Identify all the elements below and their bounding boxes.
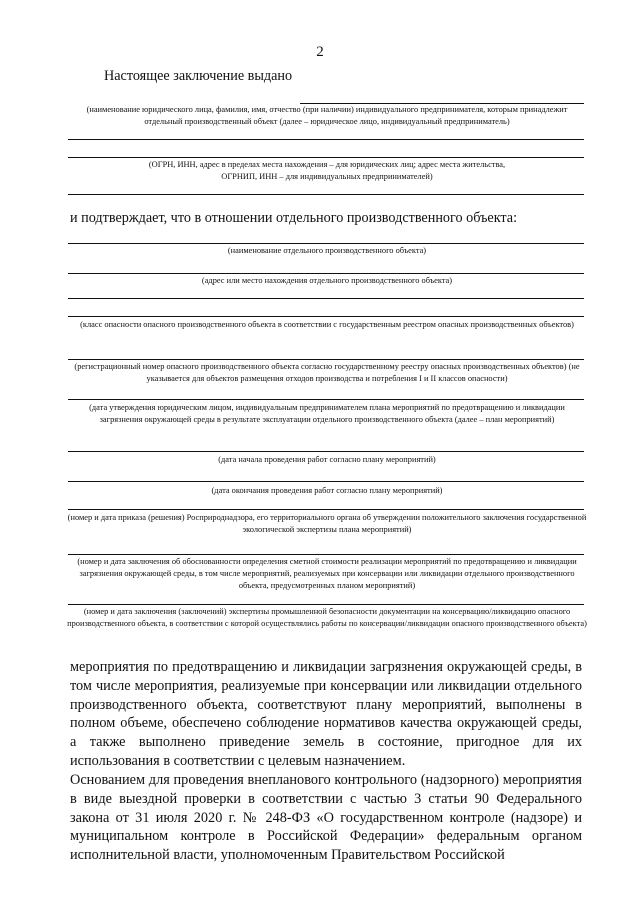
caption-safety-expertise: (номер и дата заключения (заключений) экспертизы промышленной безопасности документации на консервацию/ликвидацию опасного производственного объекта, в соответствии с которой осуществлялись работы по консервации/ликвидации опасного производственного объекта): [67, 607, 587, 628]
caption-work-start-date: (дата начала проведения работ согласно плану мероприятий): [218, 455, 436, 464]
caption-object-address: (адрес или место нахождения отдельного производственного объекта): [201, 276, 453, 285]
fill-line: [68, 554, 584, 555]
fill-line: [68, 359, 584, 360]
fill-line: [68, 399, 584, 400]
fill-line: [68, 509, 584, 510]
fill-line: [68, 139, 584, 140]
header-text: Настоящее заключение выдано: [104, 68, 293, 84]
caption-hazard-class: (класс опасности опасного производственного объекта в соответствии с государственным реестром опасных производственных объектов): [80, 320, 574, 329]
page-number: 2: [316, 44, 324, 60]
paragraph-basis: Основанием для проведения внепланового контрольного (надзорного) мероприятия в виде выездной проверки в соответствии с частью 3 статьи 90 Федерального закона от 31 июля 2020 г. № 248-ФЗ «О государственном контроле (надзоре) и муниципальном контроле в Российской Федерации» федеральным органом исполнительной власти, уполномоченным Правительством Российской: [70, 772, 582, 864]
caption-order-number: (номер и дата приказа (решения) Росприроднадзора, его территориального органа об утверждении положительного заключения государственной экологической экспертизы плана мероприятий): [67, 513, 587, 534]
fill-line: [68, 604, 584, 605]
fill-line: [68, 298, 584, 299]
fill-line: [68, 316, 584, 317]
fill-line: [68, 481, 584, 482]
caption-registration-number: (регистрационный номер опасного производственного объекта согласно государственному реестру опасных производственных объектов) (не указывается для объектов размещения отходов производства и потребления I и II классов опасности): [74, 362, 580, 383]
caption-ogrn-inn: (ОГРН, ИНН, адрес в пределах места нахождения – для юридических лиц; адрес места жительства, ОГРНИП, ИНН – для индивидуальных предпринимателей): [148, 160, 506, 181]
fill-line: [68, 194, 584, 195]
fill-line: [68, 273, 584, 274]
caption-estimate-conclusion: (номер и дата заключения об обоснованности определения сметной стоимости реализации мероприятий по предотвращению и ликвидации загрязнения окружающей среды, в том числе мероприятий, реализуемых при консервации или ликвидации отдельного производственного объекта, предусмотренных планом мероприятий): [77, 557, 577, 590]
caption-work-end-date: (дата окончания проведения работ согласно плану мероприятий): [211, 486, 443, 495]
fill-line: [68, 157, 584, 158]
caption-plan-approval-date: (дата утверждения юридическим лицом, индивидуальным предпринимателем плана мероприятий по предотвращению и ликвидации загрязнения окружающей среды в результате эксплуатации отдельного производственного объекта (далее – план мероприятий): [89, 403, 565, 424]
paragraph-measures: мероприятия по предотвращению и ликвидации загрязнения окружающей среды, в том числе мероприятия, реализуемые при консервации или ликвидации отдельного производственного объекта, соответствуют плану мероприятий, выполнены в полном объеме, обеспечено соблюдение нормативов качества окружающей среды, а также выполнено приведение земель в состояние, пригодное для их использования в соответствии с целевым назначением.: [70, 659, 582, 769]
caption-object-name: (наименование отдельного производственного объекта): [227, 246, 427, 255]
fill-line: [68, 451, 584, 452]
confirm-text: и подтверждает, что в отношении отдельного производственного объекта:: [70, 210, 518, 226]
fill-line: [68, 243, 584, 244]
caption-applicant-name: (наименование юридического лица, фамилия, имя, отчество (при наличии) индивидуального предпринимателя, которым принадлежит отдельный производственный объект (далее – юридическое лицо, индивидуальный предприниматель): [86, 105, 568, 126]
